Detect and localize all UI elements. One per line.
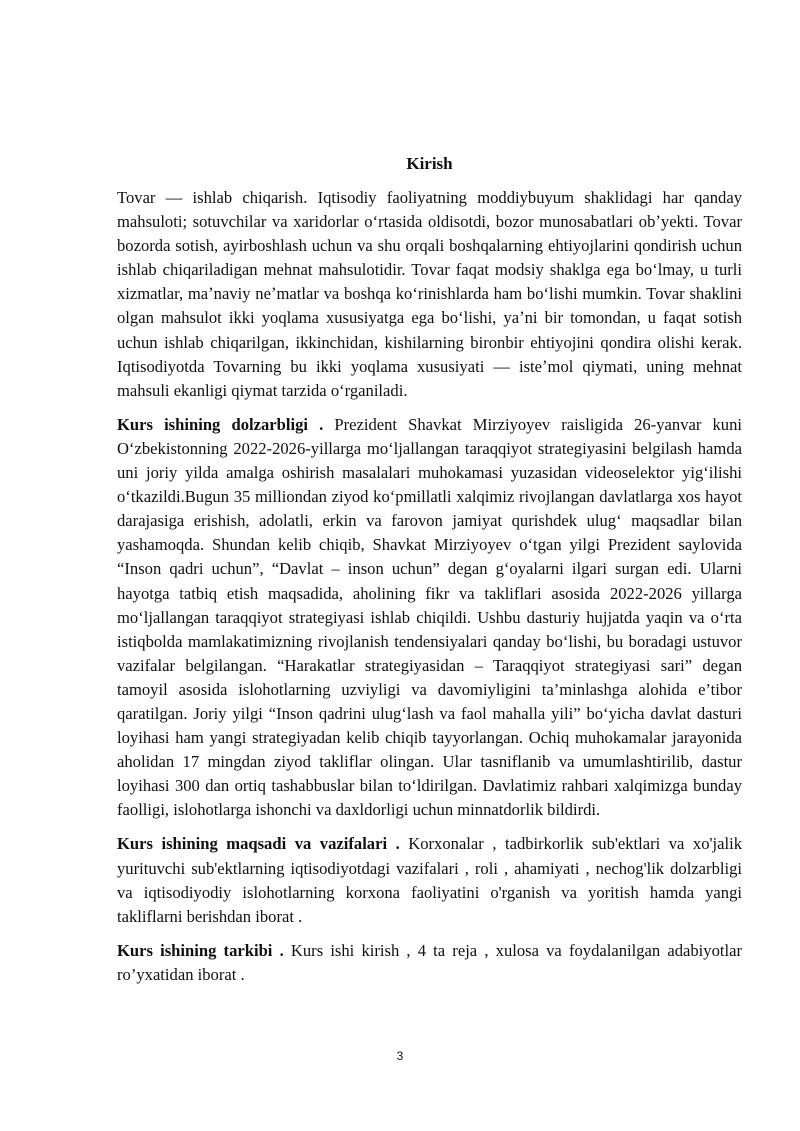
paragraph-text: Korxonalar , tadbirkorlik sub'ektlari va xo'jalik yurituvchi sub'ektlarning iqtisodiyotdagi vazifalari , roli , ahamiyati , nechog'lik dolzarbligi va iqtisodiyodiy islohotlarning korxona faoliyatini o'rganish va yoritish hamda yangi takliflarni berishdan iborat . <box>117 834 742 926</box>
paragraph-text: Prezident Shavkat Mirziyoyev raisligida 26-yanvar kuni O‘zbekistonning 2022-2026-yillarga mo‘ljallangan taraqqiyot strategiyasini belgilash hamda uni joriy yilda amalga oshirish masalalari muhokamasi yuzasidan videoselektor yig‘ilishi o‘tkazildi.Bugun 35 milliondan ziyod ko‘pmillatli xalqimiz rivojlangan davlatlarga xos hayot darajasiga erishish, adolatli, erkin va farovon jamiyat qurishdek ulug‘ maqsadlar bilan yashamoqda. Shundan kelib chiqib, Shavkat Mirziyoyev o‘tgan yilgi Prezident saylovida “Inson qadri uchun”, “Davlat – inson uchun” degan g‘oyalarni ilgari surgan edi. Ularni hayotga tatbiq etish maqsadida, aholining fikr va takliflari asosida 2022-2026 yillarga mo‘ljallangan taraqqiyot strategiyasi ishlab chiqildi. Ushbu dasturiy hujjatda yaqin va o‘rta istiqbolda mamlakatimizning rivojlanish tendensiyalari qanday bo‘lishi, bu boradagi ustuvor vazifalar belgilangan. “Harakatlar strategiyasidan – Taraqqiyot strategiyasi sari” degan tamoyil asosida islohotlarning uzviyligi va davomiyligini ta’minlashga alohida e’tibor qaratilgan. Joriy yilgi “Inson qadrini ulug‘lash va faol mahalla yili” bo‘yicha davlat dasturi loyihasi ham yangi strategiyadan kelib chiqib tayyorlangan. Ochiq muhokamalar jarayonida aholidan 17 mingdan ziyod takliflar olingan. Ular tasniflanib va umumlashtirilib, dastur loyihasi 300 dan ortiq tashabbuslar bilan to‘ldirilgan. Davlatimiz rahbari xalqimizga bunday faolligi, islohotlarga ishonchi va daxldorligi uchun minnatdorlik bildirdi. <box>117 414 743 820</box>
intro-paragraph <box>117 186 742 403</box>
paragraph-lead: Kurs ishining tarkibi . <box>117 940 284 960</box>
document-page <box>117 152 742 997</box>
paragraph-text: Kurs ishi kirish , 4 ta reja , xulosa va foydalanilgan adabiyotlar ro’yxatidan iborat . <box>117 940 742 984</box>
relevance-paragraph <box>117 413 742 823</box>
paragraph-lead: Kurs ishining maqsadi va vazifalari . <box>117 834 400 854</box>
paragraph-text: Tovar — ishlab chiqarish. Iqtisodiy faoliyatning moddiybuyum shaklidagi har qanday mahsuloti; sotuvchilar va xaridorlar oʻrtasida oldisotdi, bozor munosabatlari obʼyekti. Tovar bozorda sotish, ayirboshlash uchun va shu orqali boshqalarning ehtiyojlarini qondirish uchun ishlab chiqariladigan mehnat mahsulotidir. Tovar faqat modsiy shaklga ega boʻlmay, u turli xizmatlar, maʼnaviy neʼmatlar va boshqa koʻrinishlarda ham boʻlishi mumkin. Tovar shaklini olgan mahsulot ikki yoqlama xususiyatga ega boʻlishi, yaʼni bir tomondan, u faqat sotish uchun ishlab chiqarilgan, ikkinchidan, kishilarning bironbir ehtiyojini qondira olishi kerak. Iqtisodiyotda Tovarning bu ikki yoqlama xususiyati — isteʼmol qiymati, uning mehnat mahsuli ekanligi qiymat tarzida oʻrganiladi. <box>117 188 742 400</box>
section-heading: Kirish <box>406 154 453 173</box>
goals-paragraph <box>117 832 742 928</box>
page-number: 3 <box>396 1049 404 1063</box>
structure-paragraph <box>117 939 742 987</box>
paragraph-lead: Kurs ishining dolzarbligi . <box>117 414 324 434</box>
